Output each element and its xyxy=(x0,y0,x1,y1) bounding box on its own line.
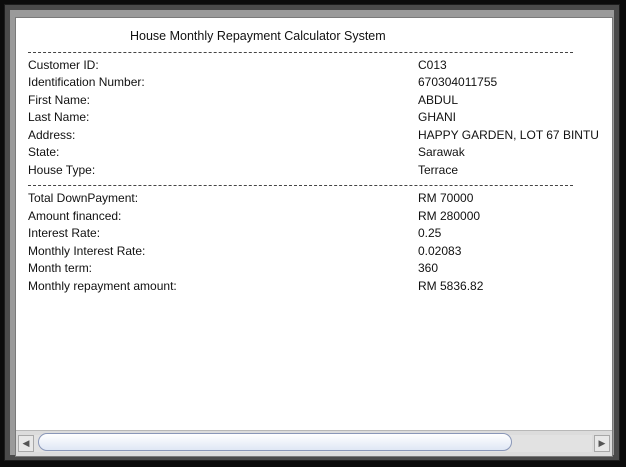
amount-financed-row xyxy=(28,208,612,226)
amount-financed-value: RM 280000 xyxy=(418,208,481,223)
house-type-row xyxy=(28,162,612,180)
customer-id-label: Customer ID: xyxy=(28,57,99,72)
total-downpayment-value: RM 70000 xyxy=(418,191,474,205)
month-term-row xyxy=(28,260,612,278)
scrollbar-track[interactable] xyxy=(34,435,592,452)
interest-rate-row xyxy=(28,225,612,243)
month-term-label: Month term: xyxy=(28,261,93,275)
separator-line-top xyxy=(28,52,573,53)
customer-id-row xyxy=(28,57,612,75)
last-name-value: GHANI xyxy=(418,110,457,124)
first-name-row xyxy=(28,92,612,110)
identification-number-value: 670304011755 xyxy=(418,75,498,89)
house-type-value: Terrace xyxy=(418,162,459,177)
house-type-label: House Type: xyxy=(28,162,96,177)
state-label: State: xyxy=(28,145,60,159)
monthly-interest-rate-label: Monthly Interest Rate: xyxy=(28,243,146,258)
report-title: House Monthly Repayment Calculator System xyxy=(130,29,386,43)
total-downpayment-row xyxy=(28,190,612,208)
identification-number-row xyxy=(28,74,612,92)
horizontal-scrollbar[interactable] xyxy=(16,430,612,456)
monthly-repayment-value: RM 5836.82 xyxy=(418,278,484,293)
total-downpayment-label: Total DownPayment: xyxy=(28,191,139,205)
state-row xyxy=(28,144,612,162)
address-value: HAPPY GARDEN, LOT 67 BINTU xyxy=(418,127,599,142)
window-frame xyxy=(4,4,620,461)
scroll-right-arrow-icon[interactable]: ▶ xyxy=(594,435,610,452)
monthly-repayment-label: Monthly repayment amount: xyxy=(28,278,177,293)
monthly-repayment-row xyxy=(28,278,612,296)
calculation-section xyxy=(28,190,612,295)
scroll-left-arrow-icon[interactable]: ◀ xyxy=(18,435,34,452)
report-content xyxy=(28,28,612,295)
first-name-label: First Name: xyxy=(28,92,91,107)
state-value: Sarawak xyxy=(418,145,465,159)
first-name-value: ABDUL xyxy=(418,92,459,107)
address-row xyxy=(28,127,612,145)
interest-rate-label: Interest Rate: xyxy=(28,226,101,240)
monthly-interest-rate-row xyxy=(28,243,612,261)
monthly-interest-rate-value: 0.02083 xyxy=(418,243,462,258)
interest-rate-value: 0.25 xyxy=(418,226,442,240)
text-panel xyxy=(15,17,613,457)
scrollbar-thumb[interactable] xyxy=(38,433,512,451)
address-label: Address: xyxy=(28,127,76,142)
amount-financed-label: Amount financed: xyxy=(28,208,122,223)
identification-number-label: Identification Number: xyxy=(28,75,145,89)
month-term-value: 360 xyxy=(418,261,439,275)
separator-line-middle xyxy=(28,185,573,186)
customer-section xyxy=(28,57,612,180)
scroll-viewport[interactable] xyxy=(16,18,612,430)
customer-id-value: C013 xyxy=(418,57,447,72)
last-name-label: Last Name: xyxy=(28,110,90,124)
last-name-row xyxy=(28,109,612,127)
